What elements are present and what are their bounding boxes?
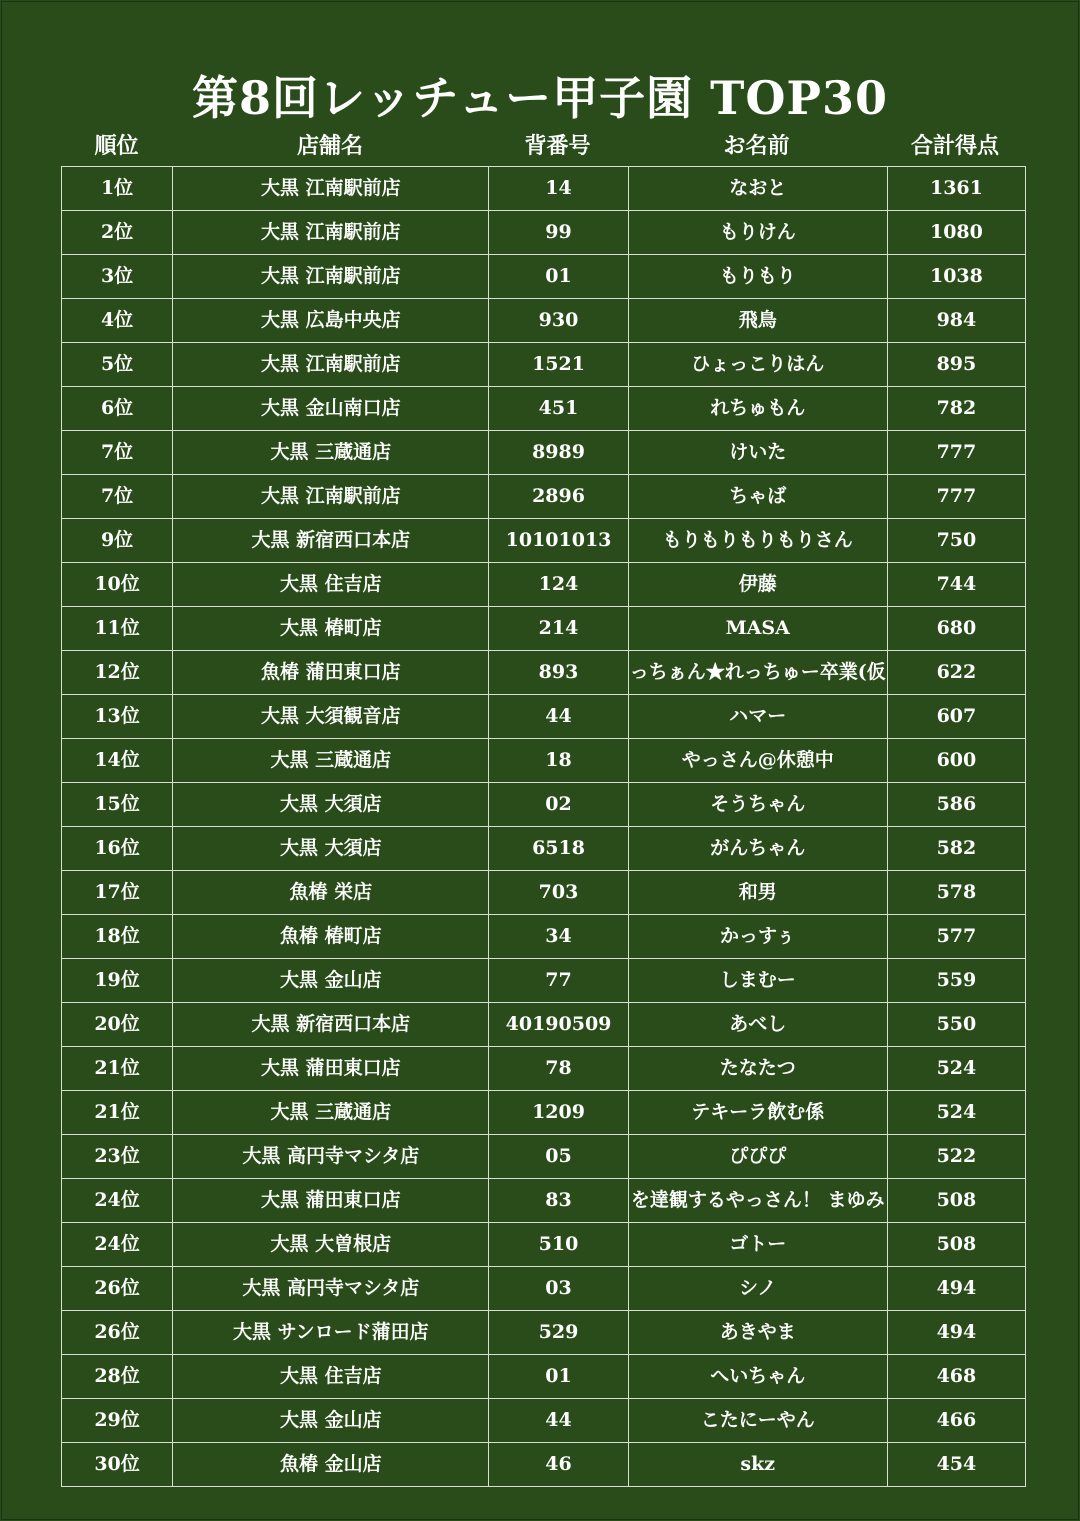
score-cell: 524 bbox=[887, 1091, 1025, 1135]
score-cell: 466 bbox=[887, 1399, 1025, 1443]
name-cell: へいちゃん bbox=[628, 1355, 887, 1399]
score-cell: 777 bbox=[887, 475, 1025, 519]
score-cell: 582 bbox=[887, 827, 1025, 871]
number-cell: 40190509 bbox=[489, 1003, 628, 1047]
store-cell: 魚椿 金山店 bbox=[173, 1443, 489, 1487]
header-rank: 順位 bbox=[94, 133, 139, 159]
score-cell: 1361 bbox=[887, 167, 1025, 211]
number-cell: 1209 bbox=[489, 1091, 628, 1135]
table-row bbox=[62, 343, 1026, 387]
name-cell: っちぁん★れっちゅー卒業(仮 bbox=[628, 651, 887, 695]
number-cell: 893 bbox=[489, 651, 628, 695]
table-row bbox=[62, 783, 1026, 827]
number-cell: 05 bbox=[489, 1135, 628, 1179]
score-cell: 895 bbox=[887, 343, 1025, 387]
number-cell: 77 bbox=[489, 959, 628, 1003]
name-cell: そうちゃん bbox=[628, 783, 887, 827]
table-row bbox=[62, 1003, 1026, 1047]
rank-cell: 21位 bbox=[62, 1091, 173, 1135]
header-number: 背番号 bbox=[524, 133, 591, 159]
rank-cell: 2位 bbox=[62, 211, 173, 255]
number-cell: 703 bbox=[489, 871, 628, 915]
score-cell: 1038 bbox=[887, 255, 1025, 299]
score-cell: 494 bbox=[887, 1311, 1025, 1355]
score-cell: 744 bbox=[887, 563, 1025, 607]
ranking-body bbox=[62, 167, 1026, 1487]
store-cell: 大黒 大須観音店 bbox=[173, 695, 489, 739]
table-row bbox=[62, 563, 1026, 607]
store-cell: 大黒 新宿西口本店 bbox=[173, 1003, 489, 1047]
column-headers bbox=[61, 128, 1026, 164]
store-cell: 大黒 サンロード蒲田店 bbox=[173, 1311, 489, 1355]
table-row bbox=[62, 431, 1026, 475]
score-cell: 622 bbox=[887, 651, 1025, 695]
store-cell: 大黒 大曽根店 bbox=[173, 1223, 489, 1267]
number-cell: 44 bbox=[489, 1399, 628, 1443]
number-cell: 03 bbox=[489, 1267, 628, 1311]
score-cell: 782 bbox=[887, 387, 1025, 431]
rank-cell: 21位 bbox=[62, 1047, 173, 1091]
name-cell: かっすぅ bbox=[628, 915, 887, 959]
store-cell: 大黒 新宿西口本店 bbox=[173, 519, 489, 563]
number-cell: 214 bbox=[489, 607, 628, 651]
name-cell: を達観するやっさん！ まゆみ bbox=[628, 1179, 887, 1223]
score-cell: 750 bbox=[887, 519, 1025, 563]
number-cell: 451 bbox=[489, 387, 628, 431]
number-cell: 6518 bbox=[489, 827, 628, 871]
number-cell: 8989 bbox=[489, 431, 628, 475]
store-cell: 大黒 江南駅前店 bbox=[173, 343, 489, 387]
score-cell: 494 bbox=[887, 1267, 1025, 1311]
rank-cell: 10位 bbox=[62, 563, 173, 607]
store-cell: 大黒 大須店 bbox=[173, 783, 489, 827]
store-cell: 大黒 住吉店 bbox=[173, 1355, 489, 1399]
name-cell: やっさん@休憩中 bbox=[628, 739, 887, 783]
number-cell: 44 bbox=[489, 695, 628, 739]
rank-cell: 23位 bbox=[62, 1135, 173, 1179]
score-cell: 468 bbox=[887, 1355, 1025, 1399]
number-cell: 2896 bbox=[489, 475, 628, 519]
name-cell: あべし bbox=[628, 1003, 887, 1047]
rank-cell: 4位 bbox=[62, 299, 173, 343]
table-row bbox=[62, 1399, 1026, 1443]
rank-cell: 6位 bbox=[62, 387, 173, 431]
table-row bbox=[62, 695, 1026, 739]
store-cell: 大黒 金山店 bbox=[173, 959, 489, 1003]
store-cell: 大黒 三蔵通店 bbox=[173, 431, 489, 475]
name-cell: あきやま bbox=[628, 1311, 887, 1355]
number-cell: 14 bbox=[489, 167, 628, 211]
number-cell: 10101013 bbox=[489, 519, 628, 563]
name-cell: ゴトー bbox=[628, 1223, 887, 1267]
name-cell: 飛鳥 bbox=[628, 299, 887, 343]
score-cell: 984 bbox=[887, 299, 1025, 343]
number-cell: 01 bbox=[489, 1355, 628, 1399]
score-cell: 508 bbox=[887, 1223, 1025, 1267]
score-cell: 508 bbox=[887, 1179, 1025, 1223]
store-cell: 大黒 蒲田東口店 bbox=[173, 1179, 489, 1223]
rank-cell: 1位 bbox=[62, 167, 173, 211]
rank-cell: 9位 bbox=[62, 519, 173, 563]
store-cell: 魚椿 椿町店 bbox=[173, 915, 489, 959]
store-cell: 大黒 江南駅前店 bbox=[173, 475, 489, 519]
score-cell: 524 bbox=[887, 1047, 1025, 1091]
score-cell: 577 bbox=[887, 915, 1025, 959]
store-cell: 大黒 金山南口店 bbox=[173, 387, 489, 431]
store-cell: 大黒 椿町店 bbox=[173, 607, 489, 651]
number-cell: 510 bbox=[489, 1223, 628, 1267]
table-row bbox=[62, 1047, 1026, 1091]
rank-cell: 11位 bbox=[62, 607, 173, 651]
name-cell: なおと bbox=[628, 167, 887, 211]
number-cell: 46 bbox=[489, 1443, 628, 1487]
table-row bbox=[62, 387, 1026, 431]
store-cell: 大黒 住吉店 bbox=[173, 563, 489, 607]
header-score: 合計得点 bbox=[910, 133, 999, 159]
name-cell: もりけん bbox=[628, 211, 887, 255]
table-row bbox=[62, 519, 1026, 563]
name-cell: ひょっこりはん bbox=[628, 343, 887, 387]
table-row bbox=[62, 1223, 1026, 1267]
rank-cell: 16位 bbox=[62, 827, 173, 871]
name-cell: MASA bbox=[628, 607, 887, 651]
name-cell: がんちゃん bbox=[628, 827, 887, 871]
table-row bbox=[62, 1311, 1026, 1355]
score-cell: 607 bbox=[887, 695, 1025, 739]
rank-cell: 20位 bbox=[62, 1003, 173, 1047]
rank-cell: 7位 bbox=[62, 431, 173, 475]
score-cell: 522 bbox=[887, 1135, 1025, 1179]
store-cell: 大黒 三蔵通店 bbox=[173, 739, 489, 783]
store-cell: 大黒 蒲田東口店 bbox=[173, 1047, 489, 1091]
rank-cell: 7位 bbox=[62, 475, 173, 519]
store-cell: 大黒 高円寺マシタ店 bbox=[173, 1135, 489, 1179]
table-row bbox=[62, 871, 1026, 915]
store-cell: 魚椿 蒲田東口店 bbox=[173, 651, 489, 695]
table-row bbox=[62, 255, 1026, 299]
table-row bbox=[62, 1179, 1026, 1223]
score-cell: 559 bbox=[887, 959, 1025, 1003]
score-cell: 578 bbox=[887, 871, 1025, 915]
name-cell: シノ bbox=[628, 1267, 887, 1311]
number-cell: 529 bbox=[489, 1311, 628, 1355]
table-row bbox=[62, 915, 1026, 959]
number-cell: 1521 bbox=[489, 343, 628, 387]
name-cell: れちゅもん bbox=[628, 387, 887, 431]
name-cell: しまむー bbox=[628, 959, 887, 1003]
name-cell: もりもり bbox=[628, 255, 887, 299]
number-cell: 124 bbox=[489, 563, 628, 607]
table-row bbox=[62, 1355, 1026, 1399]
name-cell: もりもりもりもりさん bbox=[628, 519, 887, 563]
table-row bbox=[62, 959, 1026, 1003]
score-cell: 1080 bbox=[887, 211, 1025, 255]
header-name: お名前 bbox=[723, 133, 790, 159]
rank-cell: 26位 bbox=[62, 1311, 173, 1355]
store-cell: 大黒 江南駅前店 bbox=[173, 211, 489, 255]
store-cell: 大黒 高円寺マシタ店 bbox=[173, 1267, 489, 1311]
name-cell: こたにーやん bbox=[628, 1399, 887, 1443]
store-cell: 大黒 江南駅前店 bbox=[173, 167, 489, 211]
name-cell: ぴぴぴ bbox=[628, 1135, 887, 1179]
rank-cell: 29位 bbox=[62, 1399, 173, 1443]
table-row bbox=[62, 167, 1026, 211]
table-row bbox=[62, 211, 1026, 255]
store-cell: 大黒 広島中央店 bbox=[173, 299, 489, 343]
name-cell: テキーラ飲む係 bbox=[628, 1091, 887, 1135]
rank-cell: 5位 bbox=[62, 343, 173, 387]
rank-cell: 24位 bbox=[62, 1223, 173, 1267]
name-cell: けいた bbox=[628, 431, 887, 475]
number-cell: 18 bbox=[489, 739, 628, 783]
store-cell: 大黒 三蔵通店 bbox=[173, 1091, 489, 1135]
number-cell: 78 bbox=[489, 1047, 628, 1091]
table-row bbox=[62, 1267, 1026, 1311]
table-row bbox=[62, 299, 1026, 343]
number-cell: 99 bbox=[489, 211, 628, 255]
score-cell: 550 bbox=[887, 1003, 1025, 1047]
rank-cell: 30位 bbox=[62, 1443, 173, 1487]
number-cell: 01 bbox=[489, 255, 628, 299]
number-cell: 83 bbox=[489, 1179, 628, 1223]
name-cell: たなたつ bbox=[628, 1047, 887, 1091]
table-row bbox=[62, 651, 1026, 695]
table-row bbox=[62, 1135, 1026, 1179]
score-cell: 454 bbox=[887, 1443, 1025, 1487]
table-row bbox=[62, 1091, 1026, 1135]
store-cell: 魚椿 栄店 bbox=[173, 871, 489, 915]
rank-cell: 19位 bbox=[62, 959, 173, 1003]
name-cell: skz bbox=[628, 1443, 887, 1487]
store-cell: 大黒 金山店 bbox=[173, 1399, 489, 1443]
table-row bbox=[62, 1443, 1026, 1487]
name-cell: ハマー bbox=[628, 695, 887, 739]
rank-cell: 3位 bbox=[62, 255, 173, 299]
store-cell: 大黒 大須店 bbox=[173, 827, 489, 871]
table-row bbox=[62, 475, 1026, 519]
rank-cell: 26位 bbox=[62, 1267, 173, 1311]
number-cell: 02 bbox=[489, 783, 628, 827]
rank-cell: 15位 bbox=[62, 783, 173, 827]
name-cell: 伊藤 bbox=[628, 563, 887, 607]
rank-cell: 24位 bbox=[62, 1179, 173, 1223]
rank-cell: 17位 bbox=[62, 871, 173, 915]
score-cell: 600 bbox=[887, 739, 1025, 783]
table-row bbox=[62, 827, 1026, 871]
rank-cell: 12位 bbox=[62, 651, 173, 695]
rank-cell: 18位 bbox=[62, 915, 173, 959]
number-cell: 930 bbox=[489, 299, 628, 343]
table-row bbox=[62, 739, 1026, 783]
number-cell: 34 bbox=[489, 915, 628, 959]
rank-cell: 13位 bbox=[62, 695, 173, 739]
rank-cell: 28位 bbox=[62, 1355, 173, 1399]
header-store: 店舗名 bbox=[296, 133, 363, 159]
score-cell: 777 bbox=[887, 431, 1025, 475]
table-row bbox=[62, 607, 1026, 651]
page-title: 第8回レッチュー甲子園 TOP30 bbox=[191, 71, 889, 125]
score-cell: 680 bbox=[887, 607, 1025, 651]
ranking-table bbox=[61, 166, 1026, 1487]
name-cell: ちゃば bbox=[628, 475, 887, 519]
store-cell: 大黒 江南駅前店 bbox=[173, 255, 489, 299]
name-cell: 和男 bbox=[628, 871, 887, 915]
score-cell: 586 bbox=[887, 783, 1025, 827]
rank-cell: 14位 bbox=[62, 739, 173, 783]
